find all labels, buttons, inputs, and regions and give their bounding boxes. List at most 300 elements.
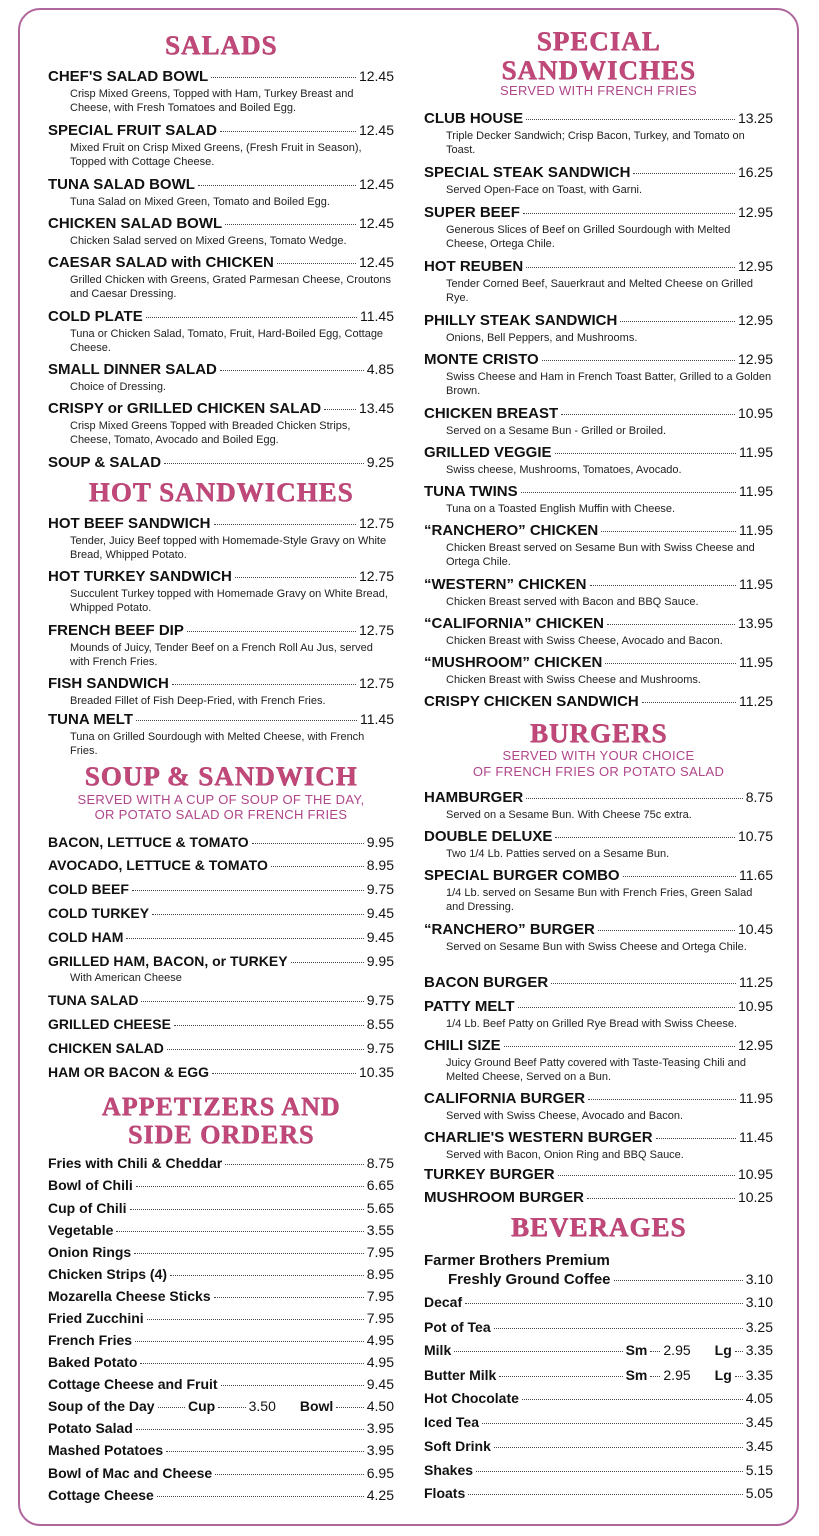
dot-leader	[212, 1073, 356, 1074]
menu-item-name: TURKEY BURGER	[424, 1166, 555, 1183]
appetizers-heading: APPETIZERS AND	[101, 1092, 341, 1121]
menu-item-name: Cottage Cheese	[48, 1487, 154, 1503]
menu-item-row	[424, 483, 773, 502]
menu-item-row	[424, 998, 773, 1017]
menu-item-name: SPECIAL FRUIT SALAD	[48, 122, 217, 139]
menu-item-price: 11.45	[360, 308, 394, 324]
dot-leader	[587, 1198, 735, 1199]
menu-item	[424, 1129, 773, 1162]
menu-item-name: HOT BEEF SANDWICH	[48, 515, 211, 532]
menu-item-name: TUNA SALAD BOWL	[48, 176, 195, 193]
menu-item-name: French Fries	[48, 1332, 133, 1348]
menu-item-row	[424, 1129, 773, 1148]
large-price: 3.35	[745, 1367, 773, 1383]
side-orders-heading: SIDE ORDERS	[127, 1120, 315, 1149]
menu-item	[48, 454, 394, 473]
menu-item-row	[48, 1040, 394, 1059]
dot-leader	[650, 1376, 660, 1377]
dot-leader	[135, 1341, 364, 1342]
menu-item	[424, 789, 773, 822]
menu-item	[48, 176, 394, 209]
dot-leader	[482, 1423, 743, 1424]
menu-item-row	[424, 1414, 773, 1433]
menu-item-row	[48, 254, 394, 273]
menu-item-name: Bowl of Chili	[48, 1177, 133, 1193]
menu-item-row	[424, 693, 773, 712]
coffee-price: 3.10	[745, 1271, 773, 1287]
bowl-label: Bowl	[299, 1398, 334, 1414]
menu-item	[424, 974, 773, 993]
menu-item-name: CRISPY or GRILLED CHICKEN SALAD	[48, 400, 322, 417]
small-label: Sm	[625, 1367, 648, 1383]
menu-item-price: 5.05	[745, 1485, 773, 1501]
beverages-heading: BEVERAGES	[510, 1212, 687, 1242]
menu-item-price: 10.95	[737, 998, 773, 1014]
menu-item-row	[424, 576, 773, 595]
menu-item	[48, 992, 394, 1011]
dot-leader	[277, 263, 356, 264]
dot-leader	[187, 631, 356, 632]
menu-item	[424, 204, 773, 251]
dot-leader	[476, 1471, 743, 1472]
menu-item-row	[424, 1271, 773, 1290]
dot-leader	[164, 463, 364, 464]
menu-item-name: SPECIAL BURGER COMBO	[424, 867, 620, 884]
menu-item-price: 11.25	[739, 693, 773, 709]
menu-item	[424, 1166, 773, 1185]
dot-leader	[607, 624, 735, 625]
menu-item-price: 11.95	[739, 654, 773, 670]
menu-item	[48, 1310, 394, 1329]
menu-item-description: Juicy Ground Beef Patty covered with Taste-Teasing Chili and Melted Cheese, Served on a Bun.	[446, 1057, 747, 1083]
dot-leader	[136, 720, 357, 721]
menu-item-row	[48, 568, 394, 587]
menu-item-description: Grilled Chicken with Greens, Grated Parmesan Cheese, Croutons and Caesar Dressing.	[70, 274, 391, 300]
menu-item	[48, 622, 394, 669]
menu-item-name: Decaf	[424, 1294, 463, 1310]
menu-item-row	[48, 1288, 394, 1307]
menu-item-price: 3.45	[745, 1438, 773, 1454]
menu-item-row	[48, 834, 394, 853]
menu-item-name: Shakes	[424, 1462, 474, 1478]
menu-item-description: Served Open-Face on Toast, with Garni.	[446, 184, 643, 196]
menu-item-price: 5.15	[745, 1462, 773, 1478]
menu-item-name: Cottage Cheese and Fruit	[48, 1376, 218, 1392]
menu-item-name: CHICKEN SALAD	[48, 1040, 164, 1056]
menu-item-price: 11.95	[739, 1090, 773, 1106]
menu-item-name: Mashed Potatoes	[48, 1442, 164, 1458]
dot-leader	[518, 1007, 735, 1008]
menu-item	[48, 834, 394, 853]
menu-item-name: “RANCHERO” CHICKEN	[424, 522, 599, 539]
menu-item-name: Baked Potato	[48, 1354, 138, 1370]
menu-item	[48, 1398, 394, 1417]
menu-item-name: CRISPY CHICKEN SANDWICH	[424, 693, 639, 710]
menu-item	[424, 405, 773, 438]
menu-item-description: Chicken Breast with Swiss Cheese and Mushrooms.	[446, 674, 701, 686]
menu-item-price: 12.95	[737, 351, 773, 367]
dot-leader	[136, 1429, 364, 1430]
menu-item-name: HAMBURGER	[424, 789, 524, 806]
menu-item	[424, 654, 773, 687]
dot-leader	[656, 1138, 736, 1139]
menu-item	[48, 1442, 394, 1461]
menu-item-description: 1/4 Lb. served on Sesame Bun with French Fries, Green Salad and Dressing.	[446, 887, 753, 913]
menu-item	[48, 953, 394, 985]
menu-item	[424, 1367, 773, 1386]
menu-item-name: TUNA TWINS	[424, 483, 518, 500]
menu-item	[48, 361, 394, 394]
menu-item-row	[424, 615, 773, 634]
dot-leader	[291, 962, 364, 963]
cup-label: Cup	[187, 1398, 216, 1414]
menu-item-row	[424, 351, 773, 370]
dot-leader	[735, 1351, 743, 1352]
menu-item	[424, 1342, 773, 1361]
menu-item	[48, 881, 394, 900]
special-heading: SPECIAL	[536, 26, 661, 56]
menu-item	[48, 122, 394, 169]
menu-item-description: Generous Slices of Beef on Grilled Sourdough with Melted Cheese, Ortega Chile.	[446, 224, 731, 250]
menu-item-price: 9.45	[366, 1376, 394, 1392]
menu-item-price: 9.25	[366, 454, 394, 470]
menu-item-row	[48, 122, 394, 141]
dot-leader	[588, 1099, 736, 1100]
menu-item-description: Onions, Bell Peppers, and Mushrooms.	[446, 332, 638, 344]
menu-item-name: DOUBLE DELUXE	[424, 828, 553, 845]
menu-item-description: Two 1/4 Lb. Patties served on a Sesame Bun.	[446, 848, 670, 860]
menu-item-description: Crisp Mixed Greens, Topped with Ham, Turkey Breast and Cheese, with Fresh Tomatoes and Boiled Egg.	[70, 88, 354, 114]
soup-sandwich-subtitle-2: OR POTATO SALAD OR FRENCH FRIES	[94, 807, 348, 822]
menu-item-row	[424, 204, 773, 223]
menu-item-row	[424, 974, 773, 993]
menu-item	[424, 615, 773, 648]
menu-item	[48, 929, 394, 948]
menu-item-description: Mixed Fruit on Crisp Mixed Greens, (Fresh Fruit in Season), Topped with Cottage Cheese.	[70, 142, 362, 168]
menu-item-name: GRILLED HAM, BACON, or TURKEY	[48, 953, 288, 969]
menu-item	[424, 483, 773, 516]
menu-item-description: Served with Bacon, Onion Ring and BBQ Sauce.	[446, 1149, 684, 1161]
menu-item-description: Tuna Salad on Mixed Green, Tomato and Boiled Egg.	[70, 196, 330, 208]
menu-item-price: 9.75	[366, 1040, 394, 1056]
menu-item-name: HOT REUBEN	[424, 258, 524, 275]
menu-item-price: 5.65	[366, 1200, 394, 1216]
dot-leader	[561, 414, 735, 415]
menu-item-name: FISH SANDWICH	[48, 675, 169, 692]
menu-item-description: Tender, Juicy Beef topped with Homemade-Style Gravy on White Bread, Whipped Potato.	[70, 535, 387, 561]
menu-item-price: 4.05	[745, 1390, 773, 1406]
menu-item-row	[48, 992, 394, 1011]
menu-item-name: SPECIAL STEAK SANDWICH	[424, 164, 631, 181]
dot-leader	[271, 866, 364, 867]
menu-item-row	[48, 929, 394, 948]
menu-item-price: 8.95	[366, 857, 394, 873]
dot-leader	[147, 1319, 364, 1320]
menu-item-row	[424, 1390, 773, 1409]
menu-item-price: 8.55	[366, 1016, 394, 1032]
menu-item-row	[48, 308, 394, 327]
menu-item-row	[48, 400, 394, 419]
menu-item-row	[424, 921, 773, 940]
dot-leader	[220, 370, 364, 371]
dot-leader	[130, 1209, 364, 1210]
dot-leader	[158, 1407, 185, 1408]
menu-item	[48, 1376, 394, 1395]
menu-item-row	[48, 1420, 394, 1439]
menu-item-price: 6.95	[366, 1465, 394, 1481]
menu-item-price: 16.25	[737, 164, 773, 180]
dot-leader	[157, 1496, 364, 1497]
menu-item-price: 12.45	[358, 215, 394, 231]
menu-item-name: GRILLED CHEESE	[48, 1016, 171, 1032]
menu-item-row	[424, 1438, 773, 1457]
menu-item-price: 13.45	[358, 400, 394, 416]
dot-leader	[499, 1376, 622, 1377]
large-label: Lg	[714, 1342, 732, 1358]
menu-item-row	[48, 953, 394, 972]
menu-item	[48, 1040, 394, 1059]
menu-item-price: 10.25	[737, 1189, 773, 1205]
menu-item-row	[48, 176, 394, 195]
menu-item-row	[48, 1064, 394, 1083]
dot-leader	[526, 798, 743, 799]
menu-item	[48, 68, 394, 115]
soup-sandwich-subtitle: SERVED WITH A CUP OF SOUP OF THE DAY,	[77, 792, 365, 807]
menu-item-price: 12.75	[358, 622, 394, 638]
menu-item-name: CHARLIE'S WESTERN BURGER	[424, 1129, 653, 1146]
soup-sandwich-heading: SOUP & SANDWICH	[84, 761, 358, 791]
menu-item-price: 4.95	[366, 1332, 394, 1348]
menu-item	[48, 1420, 394, 1439]
dot-leader	[605, 663, 736, 664]
small-label: Sm	[625, 1342, 648, 1358]
menu-item	[48, 1244, 394, 1263]
menu-item-description: Tender Corned Beef, Sauerkraut and Melted Cheese on Grilled Rye.	[446, 278, 753, 304]
menu-item-price: 9.45	[366, 905, 394, 921]
menu-item-row	[48, 1016, 394, 1035]
menu-item-price: 6.65	[366, 1177, 394, 1193]
menu-item	[48, 1016, 394, 1035]
dot-leader	[126, 938, 363, 939]
menu-item-name: TUNA SALAD	[48, 992, 139, 1008]
menu-item-description: Served on a Sesame Bun - Grilled or Broiled.	[446, 425, 667, 437]
menu-item-description: Chicken Breast served on Sesame Bun with Swiss Cheese and Ortega Chile.	[446, 542, 755, 568]
menu-item-row	[48, 1244, 394, 1263]
dot-leader	[494, 1447, 743, 1448]
menu-item-name: Soft Drink	[424, 1438, 491, 1454]
dot-leader	[465, 1303, 743, 1304]
menu-item	[48, 568, 394, 615]
dot-leader	[558, 1175, 735, 1176]
menu-item	[424, 1414, 773, 1433]
menu-item	[424, 576, 773, 609]
dot-leader	[598, 930, 735, 931]
menu-item-name: Fried Zucchini	[48, 1310, 144, 1326]
menu-item-description: Mounds of Juicy, Tender Beef on a French Roll Au Jus, served with French Fries.	[70, 642, 373, 668]
menu-item-name: HOT TURKEY SANDWICH	[48, 568, 232, 585]
menu-item-name: GRILLED VEGGIE	[424, 444, 552, 461]
dot-leader	[140, 1363, 363, 1364]
menu-item	[424, 1252, 773, 1290]
menu-item-row	[48, 857, 394, 876]
menu-item-price: 12.95	[737, 1037, 773, 1053]
menu-item-row	[424, 405, 773, 424]
menu-item-price: 12.75	[358, 675, 394, 691]
dot-leader	[555, 453, 736, 454]
dot-leader	[336, 1407, 363, 1408]
dot-leader	[215, 1474, 364, 1475]
menu-item	[424, 998, 773, 1031]
menu-item-name: Floats	[424, 1485, 466, 1501]
dot-leader	[218, 1407, 245, 1408]
menu-item-price: 4.85	[366, 361, 394, 377]
menu-item-price: 9.45	[366, 929, 394, 945]
dot-leader	[225, 224, 356, 225]
menu-item-price: 11.65	[739, 867, 773, 883]
dot-leader	[454, 1351, 622, 1352]
menu-item	[48, 1288, 394, 1307]
cup-price: 3.50	[248, 1398, 276, 1414]
menu-item-price: 12.95	[737, 204, 773, 220]
dot-leader	[521, 492, 736, 493]
menu-item-price: 7.95	[366, 1288, 394, 1304]
dot-leader	[235, 577, 356, 578]
dot-leader	[174, 1025, 364, 1026]
menu-item-row	[424, 1037, 773, 1056]
dot-leader	[136, 1186, 364, 1187]
menu-item	[424, 1462, 773, 1481]
menu-item-row	[48, 1177, 394, 1196]
menu-item-price: 9.95	[366, 834, 394, 850]
menu-item-row	[48, 675, 394, 694]
menu-item-name: Iced Tea	[424, 1414, 479, 1430]
menu-item-name: Soup of the Day	[48, 1398, 155, 1414]
menu-item-description: Breaded Fillet of Fish Deep-Fried, with French Fries.	[70, 695, 326, 707]
hot-sandwiches-heading: HOT SANDWICHES	[88, 477, 354, 507]
menu-item-price: 10.95	[737, 1166, 773, 1182]
small-price: 2.95	[663, 1342, 691, 1358]
dot-leader	[590, 585, 736, 586]
menu-item-price: 3.10	[745, 1294, 773, 1310]
dot-leader	[132, 890, 364, 891]
dot-leader	[220, 131, 356, 132]
menu-item	[48, 1354, 394, 1373]
menu-item-name: COLD HAM	[48, 929, 124, 945]
menu-item-price: 12.45	[358, 254, 394, 270]
menu-item-name: Butter Milk	[424, 1367, 497, 1383]
menu-item-name: Vegetable	[48, 1222, 114, 1238]
menu-item-price: 7.95	[366, 1310, 394, 1326]
dot-leader	[252, 843, 364, 844]
dot-leader	[152, 914, 364, 915]
menu-item-description: Tuna or Chicken Salad, Tomato, Fruit, Hard-Boiled Egg, Cottage Cheese.	[70, 328, 384, 354]
menu-item-description: Chicken Salad served on Mixed Greens, Tomato Wedge.	[70, 235, 347, 247]
dot-leader	[650, 1351, 660, 1352]
menu-item-price: 3.95	[366, 1420, 394, 1436]
small-price: 2.95	[663, 1367, 691, 1383]
menu-item-name: TUNA MELT	[48, 711, 133, 728]
menu-item	[48, 1064, 394, 1083]
dot-leader	[542, 360, 735, 361]
menu-item-price: 3.95	[366, 1442, 394, 1458]
menu-item-price: 11.45	[739, 1129, 773, 1145]
dot-leader	[623, 876, 736, 877]
menu-item-name: PATTY MELT	[424, 998, 515, 1015]
sandwiches-heading: SANDWICHES	[501, 55, 696, 85]
menu-item-row	[424, 164, 773, 183]
menu-item-row	[424, 867, 773, 886]
menu-item-description: Served with Swiss Cheese, Avocado and Bacon.	[446, 1110, 684, 1122]
salads-heading: SALADS	[164, 30, 278, 60]
menu-item-price: 9.75	[366, 881, 394, 897]
dot-leader	[555, 837, 735, 838]
menu-item-price: 10.35	[358, 1064, 394, 1080]
menu-item-price: 8.95	[366, 1266, 394, 1282]
menu-item	[48, 515, 394, 562]
menu-item-name: PHILLY STEAK SANDWICH	[424, 312, 618, 329]
menu-item	[424, 164, 773, 197]
menu-item-price: 9.75	[366, 992, 394, 1008]
dot-leader	[146, 317, 357, 318]
dot-leader	[526, 267, 735, 268]
menu-item-price: 11.25	[739, 974, 773, 990]
dot-leader	[141, 1001, 363, 1002]
menu-item-description: Swiss cheese, Mushrooms, Tomatoes, Avocado.	[446, 464, 682, 476]
menu-item-name: Potato Salad	[48, 1420, 133, 1436]
menu-item-price: 8.75	[366, 1155, 394, 1171]
dot-leader	[504, 1046, 735, 1047]
menu-item	[48, 857, 394, 876]
menu-item-price: 3.55	[366, 1222, 394, 1238]
menu-item	[424, 1189, 773, 1208]
dot-leader	[735, 1376, 743, 1377]
menu-item-price: 11.95	[739, 444, 773, 460]
large-price: 3.35	[745, 1342, 773, 1358]
menu-item-description: Succulent Turkey topped with Homemade Gravy on White Bread, Whipped Potato.	[70, 588, 388, 614]
menu-item	[424, 828, 773, 861]
menu-item	[48, 905, 394, 924]
burgers-subtitle: SERVED WITH YOUR CHOICE	[502, 748, 695, 763]
menu-item-price: 12.95	[737, 258, 773, 274]
menu-item-price: 13.25	[737, 110, 773, 126]
menu-item-row	[48, 454, 394, 473]
menu-item-row	[424, 1294, 773, 1313]
menu-item	[424, 258, 773, 305]
coffee-name-line-2: Freshly Ground Coffee	[448, 1271, 611, 1288]
menu-item-name: Onion Rings	[48, 1244, 132, 1260]
coffee-name-line-1: Farmer Brothers Premium	[424, 1252, 610, 1269]
menu-item-name: BACON BURGER	[424, 974, 549, 991]
menu-item-price: 11.95	[739, 576, 773, 592]
menu-item-name: CLUB HOUSE	[424, 110, 524, 127]
menu-item-price: 12.75	[358, 515, 394, 531]
menu-item-row	[48, 361, 394, 380]
menu-item	[424, 867, 773, 914]
menu-item	[48, 308, 394, 355]
menu-item	[424, 1390, 773, 1409]
menu-item-description: Tuna on Grilled Sourdough with Melted Cheese, with French Fries.	[70, 731, 365, 757]
menu-item	[48, 1177, 394, 1196]
menu-item-description: Served on Sesame Bun with Swiss Cheese and Ortega Chile.	[446, 941, 747, 953]
menu-item-description: Chicken Breast served with Bacon and BBQ Sauce.	[446, 596, 699, 608]
dot-leader	[494, 1328, 743, 1329]
menu-item-price: 4.25	[366, 1487, 394, 1503]
menu-item	[424, 312, 773, 345]
menu-item-name: CAESAR SALAD with CHICKEN	[48, 254, 274, 271]
menu-item-price: 3.25	[745, 1319, 773, 1335]
dot-leader	[614, 1280, 743, 1281]
menu-item-row	[48, 1465, 394, 1484]
